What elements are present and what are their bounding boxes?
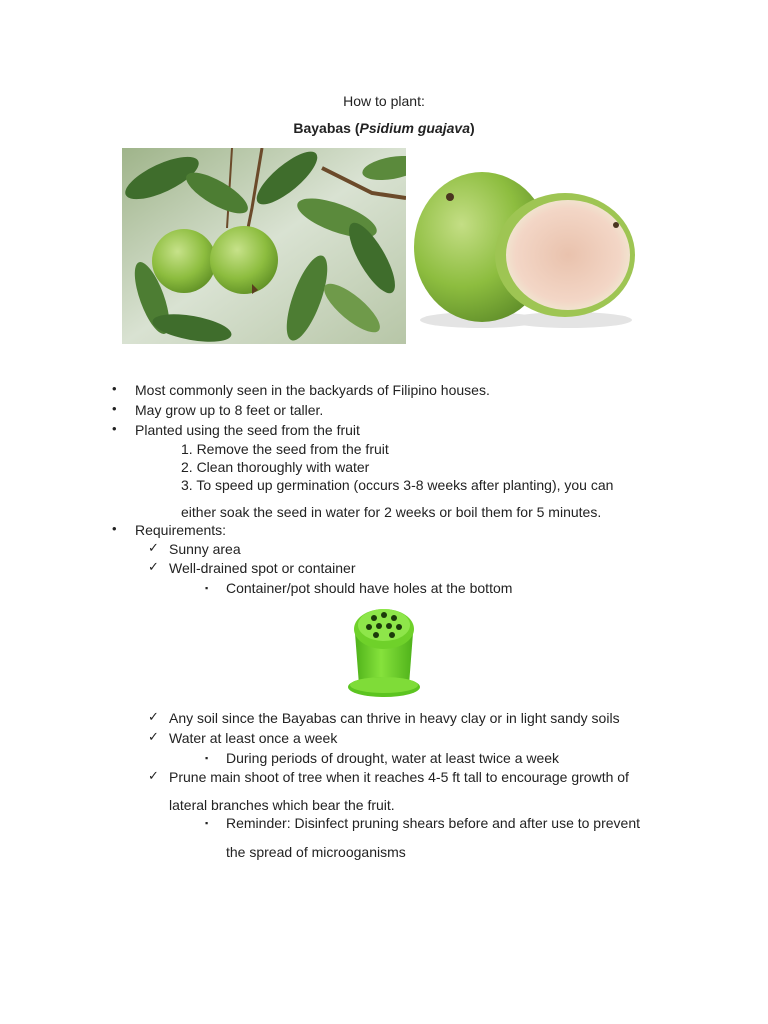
- bullet-text: Planted using the seed from the fruit: [135, 422, 360, 438]
- requirement-item: Any soil since the Bayabas can thrive in heavy clay or in light sandy soils: [169, 710, 620, 726]
- container-note: Container/pot should have holes at the bottom: [226, 580, 513, 596]
- heading-line: How to plant:: [343, 93, 425, 109]
- document-title: [0, 120, 768, 136]
- drought-note: During periods of drought, water at least twice a week: [226, 750, 560, 766]
- prune-item: Prune main shoot of tree when it reaches 4-5 ft tall to encourage growth of: [169, 769, 629, 785]
- bullet-text: Most commonly seen in the backyards of Filipino houses.: [135, 382, 490, 398]
- requirement-item: Sunny area: [169, 541, 241, 557]
- check-icon: ✓: [148, 709, 159, 724]
- title-prefix: Bayabas (: [293, 120, 360, 136]
- reminder-note-continuation: the spread of microoganisms: [226, 844, 406, 860]
- requirements-label: Requirements:: [135, 522, 227, 538]
- bullet-icon: •: [112, 521, 117, 536]
- check-icon: ✓: [148, 559, 159, 574]
- reminder-note: Reminder: Disinfect pruning shears before and after use to prevent: [226, 815, 641, 831]
- step-item: 3. To speed up germination (occurs 3-8 weeks after planting), you can: [181, 477, 614, 493]
- step-item: 1. Remove the seed from the fruit: [181, 441, 389, 457]
- prune-item-continuation: lateral branches which bear the fruit.: [169, 797, 395, 813]
- guava-fruit-photo: [410, 155, 640, 335]
- check-icon: ✓: [148, 729, 159, 744]
- bullet-icon: •: [112, 421, 117, 436]
- square-bullet-icon: ▪: [205, 753, 209, 763]
- step-item: 2. Clean thoroughly with water: [181, 459, 370, 475]
- check-icon: ✓: [148, 540, 159, 555]
- bullet-icon: •: [112, 401, 117, 416]
- check-icon: ✓: [148, 768, 159, 783]
- title-scientific-name: Psidium guajava: [359, 120, 470, 136]
- green-pot-image: [343, 603, 425, 703]
- bullet-icon: •: [112, 381, 117, 396]
- guava-tree-photo: [122, 148, 406, 344]
- requirement-item: Water at least once a week: [169, 730, 338, 746]
- step-item-continuation: either soak the seed in water for 2 weeks or boil them for 5 minutes.: [181, 504, 602, 520]
- square-bullet-icon: ▪: [205, 818, 209, 828]
- bullet-text: May grow up to 8 feet or taller.: [135, 402, 324, 418]
- title-suffix: ): [469, 120, 475, 136]
- square-bullet-icon: ▪: [205, 583, 209, 593]
- requirement-item: Well-drained spot or container: [169, 560, 356, 576]
